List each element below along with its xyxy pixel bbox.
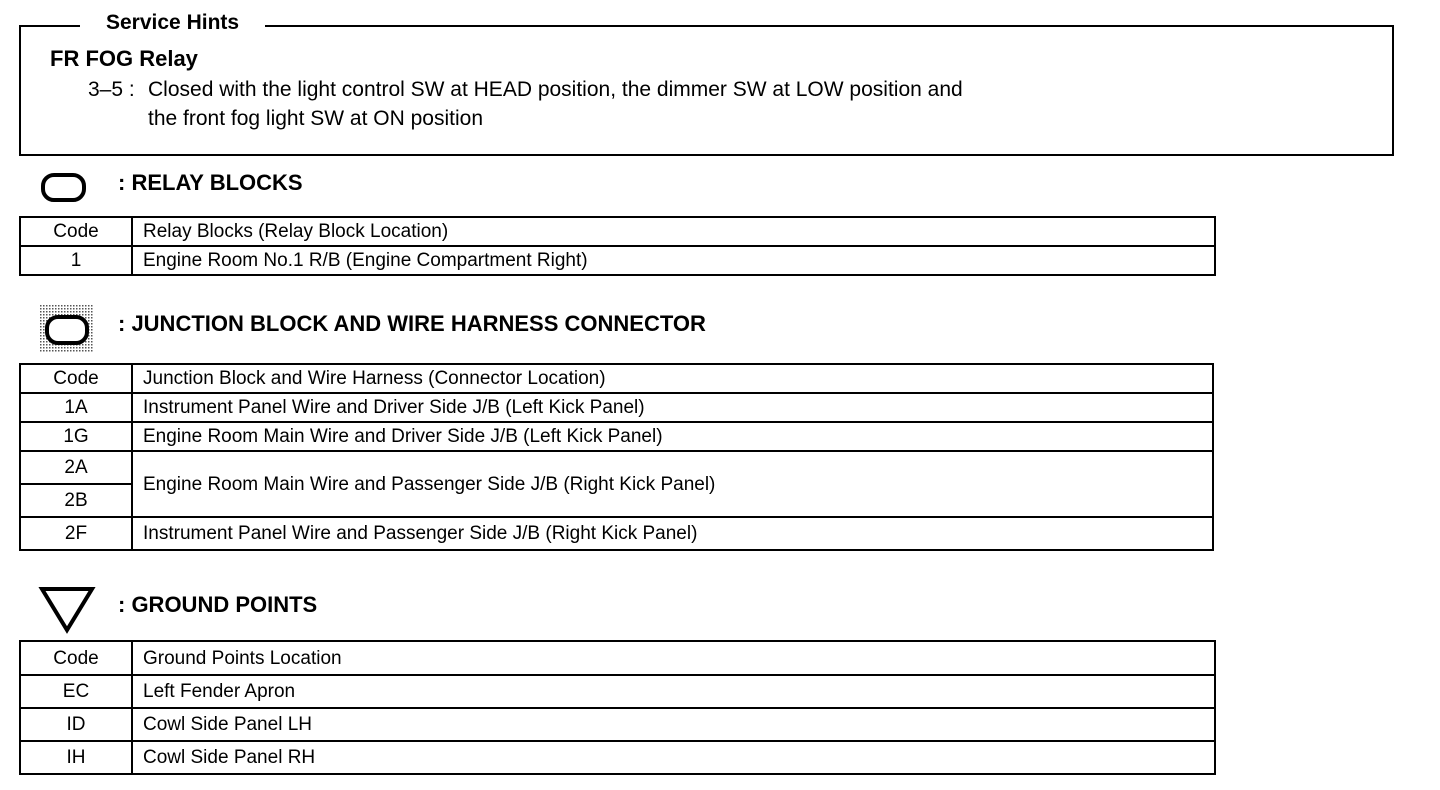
row-location: Engine Room No.1 R/B (Engine Compartment Right): [132, 246, 1215, 275]
row-location: Engine Room Main Wire and Passenger Side J/B (Right Kick Panel): [132, 451, 1213, 517]
table-header-row: [20, 217, 1215, 246]
row-location: Instrument Panel Wire and Driver Side J/B (Left Kick Panel): [132, 393, 1213, 422]
ground-points-table: [19, 640, 1216, 775]
row-code: 2F: [20, 517, 132, 550]
row-code: 2A: [20, 451, 132, 484]
table-header-row: [20, 364, 1213, 393]
column-header-location: Ground Points Location: [132, 641, 1215, 675]
table-row: [20, 422, 1213, 451]
relay-blocks-title: : RELAY BLOCKS: [118, 170, 303, 195]
table-row: [20, 517, 1213, 550]
table-header-row: [20, 641, 1215, 675]
row-location: Instrument Panel Wire and Passenger Side J/B (Right Kick Panel): [132, 517, 1213, 550]
service-hints-condition-line1: Closed with the light control SW at HEAD position, the dimmer SW at LOW position and: [148, 78, 963, 101]
column-header-location: Junction Block and Wire Harness (Connector Location): [132, 364, 1213, 393]
column-header-code: Code: [20, 641, 132, 675]
junction-blocks-title: : JUNCTION BLOCK AND WIRE HARNESS CONNECTOR: [118, 311, 706, 336]
table-row: [20, 708, 1215, 741]
table-row: [20, 451, 1213, 484]
relay-blocks-table: [19, 216, 1216, 276]
row-code: 1: [20, 246, 132, 275]
row-code: EC: [20, 675, 132, 708]
column-header-code: Code: [20, 364, 132, 393]
row-code: IH: [20, 741, 132, 774]
row-code: ID: [20, 708, 132, 741]
row-location: Cowl Side Panel RH: [132, 741, 1215, 774]
service-hints-condition-line2: the front fog light SW at ON position: [148, 107, 483, 130]
table-row: [20, 246, 1215, 275]
row-code: 1G: [20, 422, 132, 451]
service-hints-terminal-code: 3–5 :: [88, 78, 135, 101]
junction-blocks-table: [19, 363, 1214, 551]
row-location: Cowl Side Panel LH: [132, 708, 1215, 741]
row-location: Left Fender Apron: [132, 675, 1215, 708]
service-hints-legend: Service Hints: [80, 10, 265, 36]
column-header-code: Code: [20, 217, 132, 246]
table-row: [20, 393, 1213, 422]
service-hints-subtitle: FR FOG Relay: [50, 46, 198, 71]
table-row: [20, 675, 1215, 708]
table-row: [20, 741, 1215, 774]
shaded-rounded-rectangle-icon: [40, 305, 94, 353]
row-code: 1A: [20, 393, 132, 422]
ground-points-title: : GROUND POINTS: [118, 592, 318, 617]
rounded-rectangle-icon: [40, 172, 88, 204]
column-header-location: Relay Blocks (Relay Block Location): [132, 217, 1215, 246]
row-location: Engine Room Main Wire and Driver Side J/B (Left Kick Panel): [132, 422, 1213, 451]
row-code: 2B: [20, 484, 132, 517]
down-triangle-icon: [38, 585, 96, 635]
